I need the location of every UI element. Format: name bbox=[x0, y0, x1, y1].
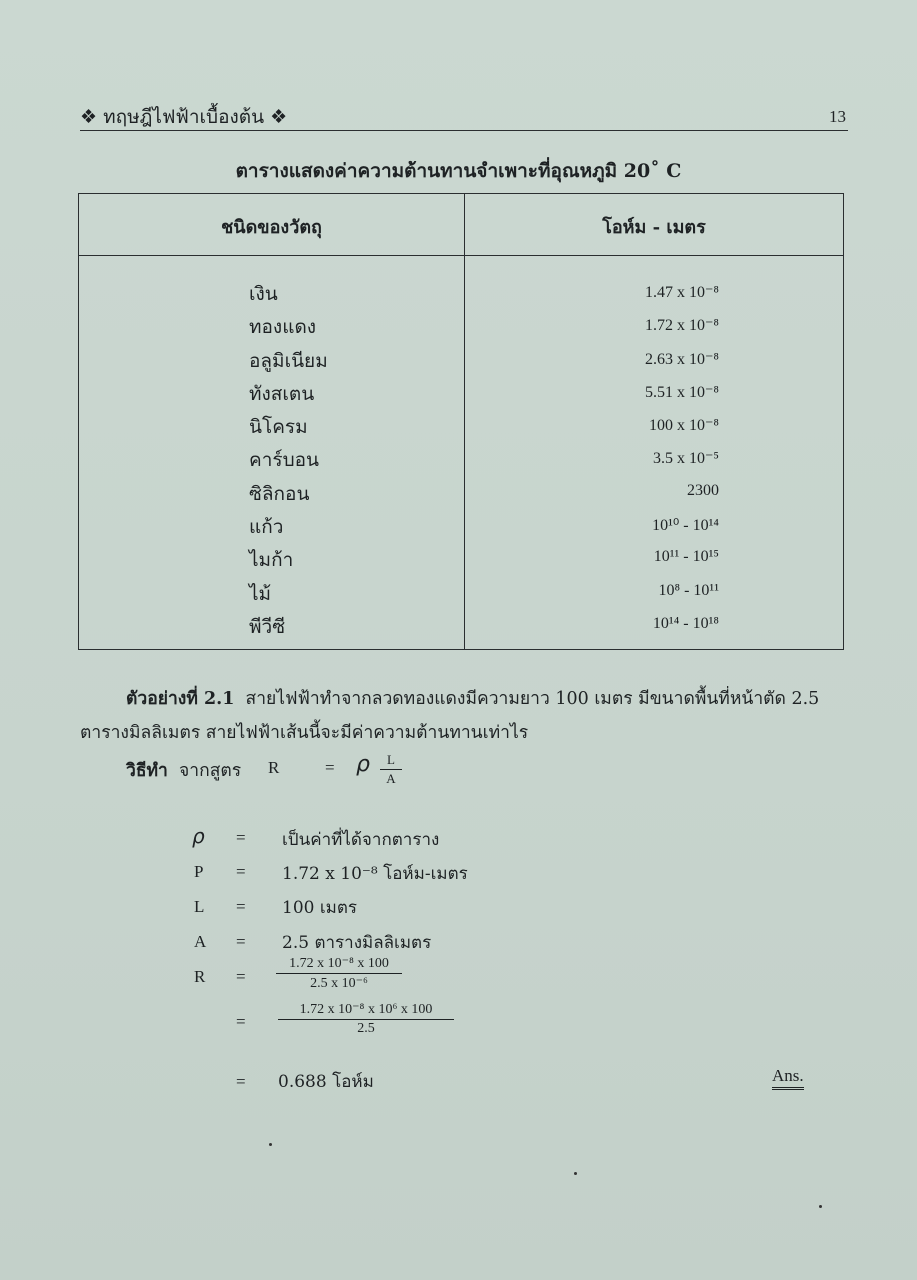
table-row bbox=[79, 579, 843, 612]
column-header-unit: โอห์ม - เมตร bbox=[602, 217, 706, 238]
formula-equals: = bbox=[325, 758, 335, 777]
resistivity-value: 10¹¹ - 10¹⁵ bbox=[653, 548, 719, 566]
r-equals: = bbox=[236, 967, 246, 986]
table-row bbox=[79, 545, 843, 578]
resistivity-value: 10⁸ - 10¹¹ bbox=[658, 581, 719, 599]
table-row bbox=[79, 512, 843, 545]
step-equals: = bbox=[236, 897, 246, 916]
step-value: 2.5 ตารางมิลลิเมตร bbox=[282, 933, 432, 953]
material-name: ทองแดง bbox=[249, 316, 317, 339]
material-name: พีวีซี bbox=[249, 615, 286, 638]
step-symbol: ρ bbox=[192, 824, 205, 848]
example-line-1 bbox=[126, 684, 819, 712]
result-value: 0.688 โอห์ม bbox=[278, 1072, 374, 1092]
table-row bbox=[79, 379, 843, 412]
header-divider bbox=[79, 255, 843, 256]
table-row bbox=[79, 346, 843, 379]
result-equals: = bbox=[236, 1072, 246, 1091]
table-row bbox=[79, 312, 843, 345]
example-label: ตัวอย่างที่ 2.1 bbox=[126, 689, 235, 709]
step-value: 1.72 x 10⁻⁸ โอห์ม-เมตร bbox=[282, 864, 468, 884]
table-caption: ตารางแสดงค่าความต้านทานจำเพาะที่อุณหภูมิ 20˚ C bbox=[235, 160, 682, 182]
calc-denominator-2: 2.5 bbox=[357, 1021, 375, 1036]
column-header-material: ชนิดของวัตถุ bbox=[221, 217, 322, 238]
table-row bbox=[79, 445, 843, 478]
material-name: เงิน bbox=[249, 283, 278, 305]
step-equals: = bbox=[236, 828, 246, 847]
resistivity-value: 5.51 x 10⁻⁸ bbox=[644, 383, 719, 401]
calc-fraction-1 bbox=[276, 955, 402, 992]
step-symbol: A bbox=[194, 932, 207, 951]
step-value: 100 เมตร bbox=[282, 898, 358, 918]
step-equals: = bbox=[236, 862, 246, 881]
fraction-numerator: L bbox=[380, 752, 402, 770]
solution-formula-line bbox=[126, 756, 241, 784]
paper-speck bbox=[819, 1205, 822, 1208]
step-symbol: P bbox=[194, 862, 204, 881]
material-name: แก้ว bbox=[249, 516, 284, 539]
r-symbol: R bbox=[194, 967, 206, 986]
table-row bbox=[79, 479, 843, 512]
calc-fraction-2 bbox=[278, 1001, 454, 1037]
page-number: 13 bbox=[829, 107, 846, 126]
formula-lhs: R bbox=[268, 758, 280, 777]
resistivity-value: 10¹⁰ - 10¹⁴ bbox=[652, 517, 719, 535]
material-name: อลูมิเนียม bbox=[249, 349, 328, 372]
table-body bbox=[79, 279, 843, 645]
calc-denominator-1: 2.5 x 10⁻⁶ bbox=[310, 976, 368, 991]
rho-symbol: ρ bbox=[356, 752, 370, 777]
material-name: คาร์บอน bbox=[249, 449, 320, 472]
step-equals: = bbox=[236, 932, 246, 951]
solution-label: วิธีทำ bbox=[126, 761, 168, 781]
paper-speck bbox=[269, 1143, 272, 1146]
resistivity-table bbox=[78, 193, 844, 650]
calc-numerator-1: 1.72 x 10⁻⁸ x 100 bbox=[276, 955, 402, 974]
table-row bbox=[79, 412, 843, 445]
resistivity-value: 100 x 10⁻⁸ bbox=[648, 417, 719, 435]
material-name: ไม้ bbox=[249, 582, 272, 605]
resistivity-value: 1.72 x 10⁻⁸ bbox=[644, 317, 719, 335]
table-row bbox=[79, 279, 843, 312]
paper-speck bbox=[574, 1172, 577, 1175]
formula-prefix: จากสูตร bbox=[179, 761, 242, 781]
resistivity-value: 2.63 x 10⁻⁸ bbox=[644, 350, 719, 368]
resistivity-value: 10¹⁴ - 10¹⁸ bbox=[652, 614, 719, 632]
material-name: ทังสเตน bbox=[249, 382, 315, 405]
table-row bbox=[79, 612, 843, 645]
calc-equals-2: = bbox=[236, 1012, 246, 1031]
fraction-denominator: A bbox=[386, 771, 396, 786]
example-line-2: ตารางมิลลิเมตร สายไฟฟ้าเส้นนี้จะมีค่าความต้านทานเท่าไร bbox=[80, 723, 529, 743]
formula-fraction bbox=[380, 752, 402, 787]
step-value: เป็นค่าที่ได้จากตาราง bbox=[282, 830, 440, 850]
answer-label: Ans. bbox=[772, 1066, 804, 1090]
material-name: ซิลิกอน bbox=[249, 482, 310, 505]
resistivity-value: 2300 bbox=[687, 481, 719, 499]
material-name: ไมก้า bbox=[249, 549, 294, 572]
material-name: นิโครม bbox=[249, 416, 308, 439]
chapter-title: ❖ ทฤษฎีไฟฟ้าเบื้องต้น ❖ bbox=[80, 106, 288, 128]
example-text: สายไฟฟ้าทำจากลวดทองแดงมีความยาว 100 เมตร มีขนาดพื้นที่หน้าตัด 2.5 bbox=[245, 689, 820, 709]
step-symbol: L bbox=[194, 897, 205, 916]
resistivity-value: 1.47 x 10⁻⁸ bbox=[644, 284, 719, 301]
resistivity-value: 3.5 x 10⁻⁵ bbox=[652, 450, 719, 468]
calc-numerator-2: 1.72 x 10⁻⁸ x 10⁶ x 100 bbox=[278, 1001, 454, 1020]
running-header bbox=[80, 100, 848, 131]
